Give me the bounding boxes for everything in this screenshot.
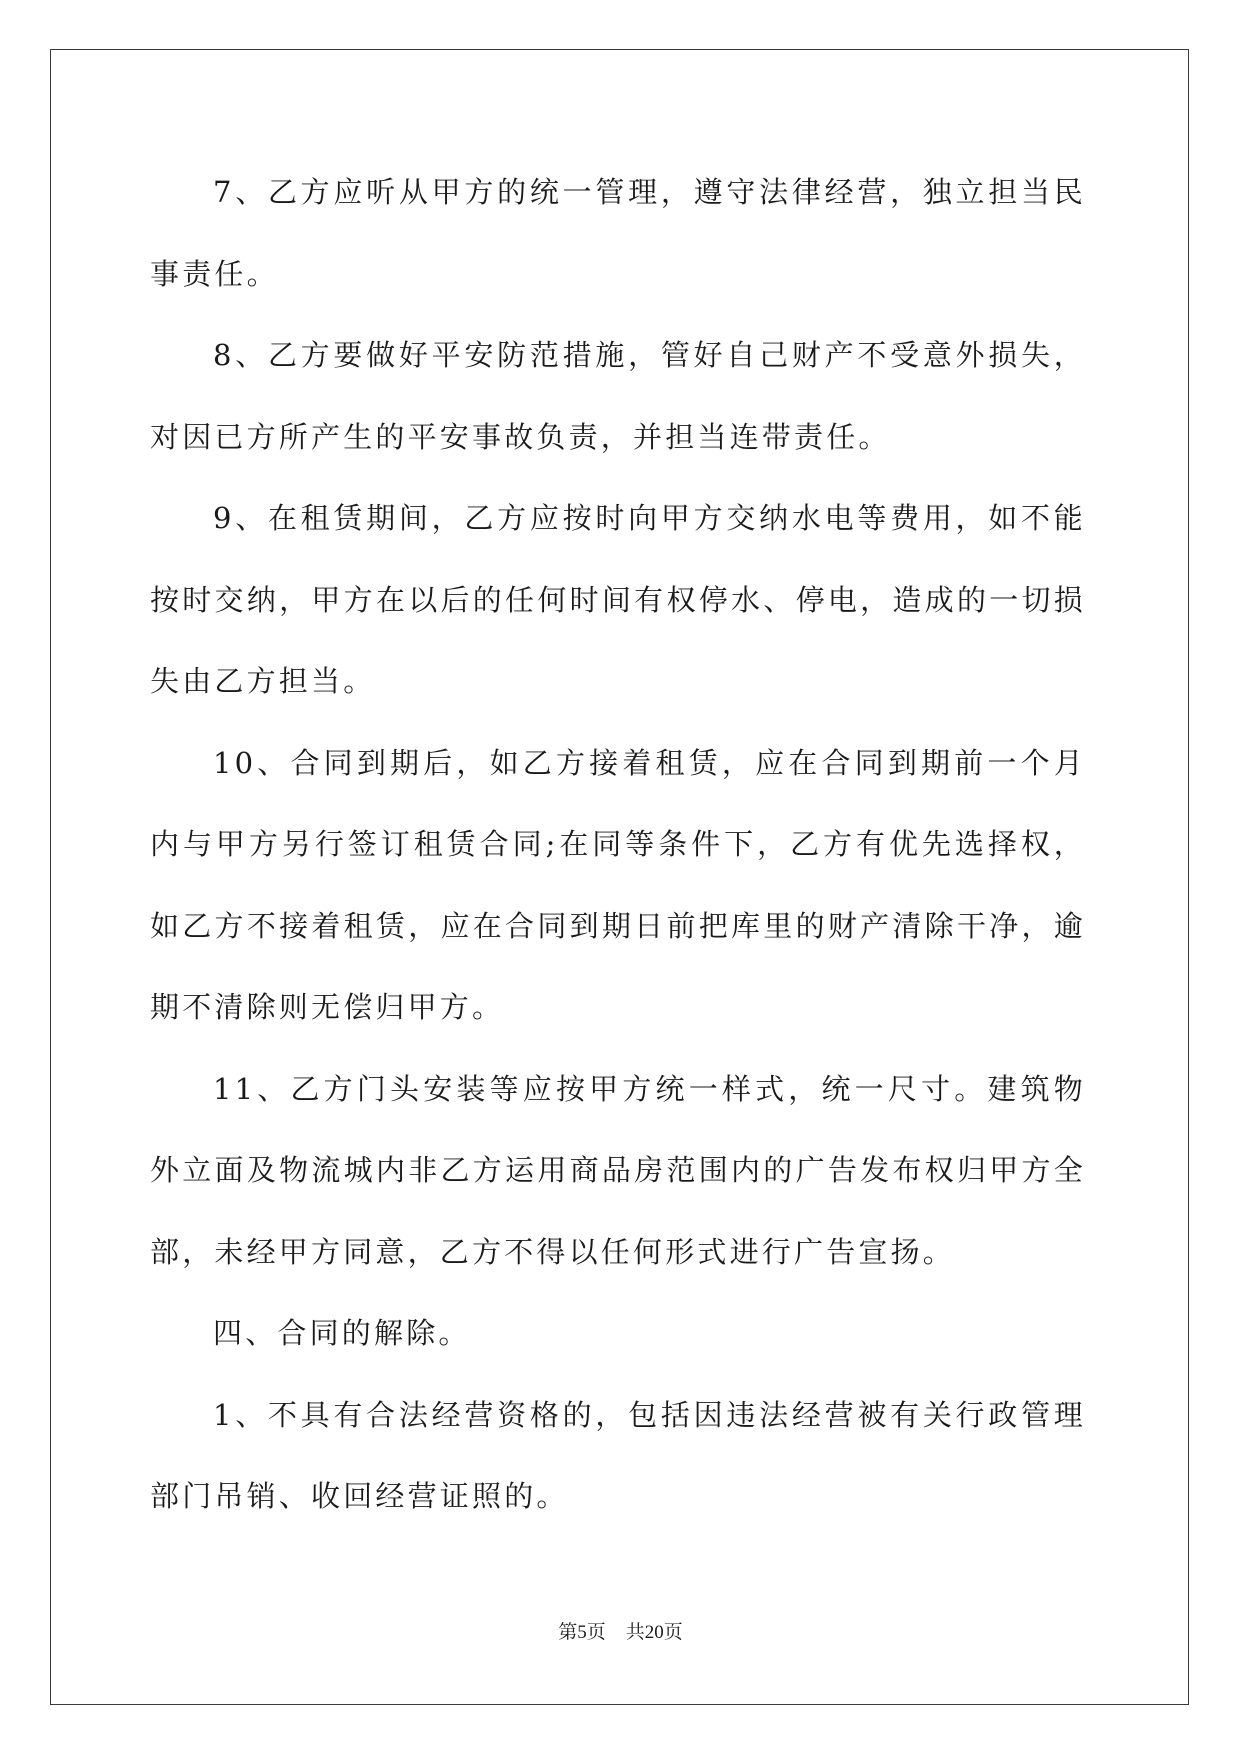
clause-9-paragraph: 9、在租赁期间，乙方应按时向甲方交纳水电等费用，如不能按时交纳，甲方在以后的任何时间有权停水、停电，造成的一切损失由乙方担当。 [150, 501, 1086, 698]
clause-11-paragraph: 11、乙方门头安装等应按甲方统一样式，统一尺寸。建筑物外立面及物流城内非乙方运用商品房范围内的广告发布权归甲方全部，未经甲方同意，乙方不得以任何形式进行广告宣扬。 [150, 1071, 1086, 1269]
page-footer [0, 1617, 1241, 1644]
page-total: 共20页 [625, 1622, 683, 1643]
document-body [150, 152, 1086, 1538]
clause-8-paragraph: 8、乙方要做好平安防范措施，管好自己财产不受意外损失，对因已方所产生的平安事故负责，并担当连带责任。 [150, 338, 1086, 454]
clause-10-paragraph: 10、合同到期后，如乙方接着租赁，应在合同到期前一个月内与甲方另行签订租赁合同;在同等条件下，乙方有优先选择权，如乙方不接着租赁，应在合同到期日前把库里的财产清除干净，逾期不清除则无偿归甲方。 [150, 745, 1086, 1024]
clause-7-paragraph: 7、乙方应听从甲方的统一管理，遵守法律经营，独立担当民事责任。 [150, 175, 1086, 291]
page-number: 第5页 [558, 1622, 606, 1643]
section-4-heading: 四、合同的解除。 [213, 1316, 471, 1350]
termination-clause-1-paragraph: 1、不具有合法经营资格的，包括因违法经营被有关行政管理部门吊销、收回经营证照的。 [150, 1397, 1086, 1513]
